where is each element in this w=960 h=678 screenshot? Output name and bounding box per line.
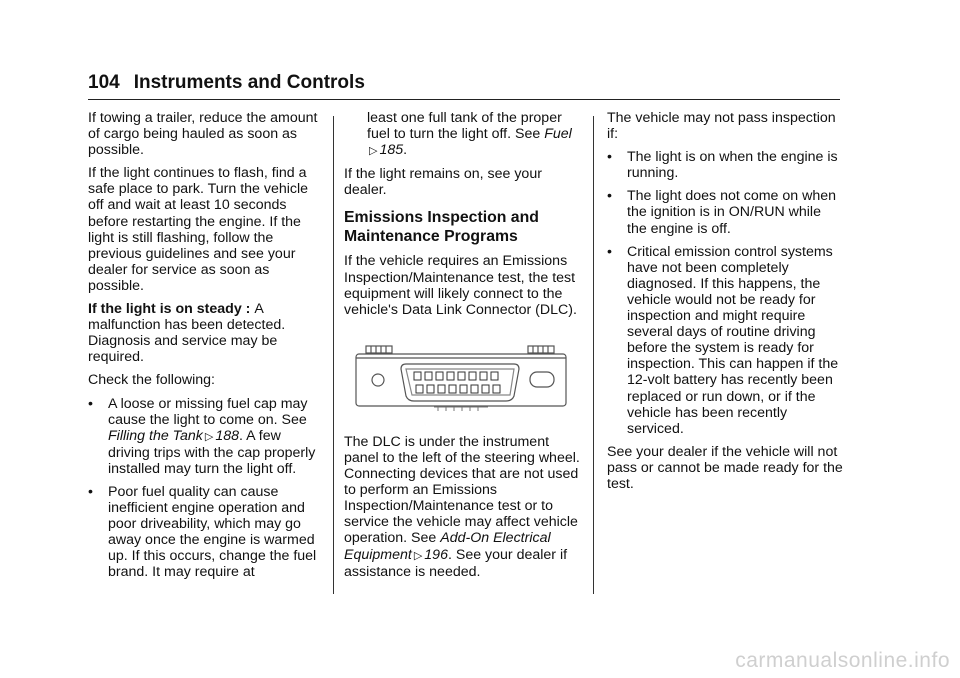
connector-tab-right bbox=[528, 346, 554, 353]
paragraph-flashing: If the light continues to flash, find a safe place to park. Turn the vehicle off and wait at least 10 seconds before restarting the engine. If the light is still flashing, follow the previous guidelines and see your dealer for service as soon as possible. bbox=[88, 165, 309, 294]
list-item bbox=[88, 396, 324, 477]
link-fuel[interactable]: Fuel bbox=[544, 126, 572, 143]
column-divider-1 bbox=[333, 116, 334, 594]
list-item bbox=[88, 484, 324, 581]
link-filling-the-tank[interactable]: Filling the Tank bbox=[108, 427, 203, 444]
continued-bullet-text bbox=[344, 110, 580, 159]
mounting-hole bbox=[372, 374, 384, 386]
bullet: • bbox=[88, 483, 93, 500]
bullet: • bbox=[607, 188, 612, 205]
bullet-text-post: . A few driving trips with the cap properly installed may turn the light off. bbox=[108, 427, 316, 477]
bullet-text: The light does not come on when the ignition is in ON/RUN while the engine is off. bbox=[627, 188, 837, 237]
bullet-text: Critical emission control systems have not been completely diagnosed. If this happens, the vehicle would not be ready for inspection and might require several days of routine driving before the system is ready for inspection. This can happen if the 12-volt battery has recently been replaced or run down, or if the vehicle has been recently serviced. bbox=[627, 243, 839, 437]
link-add-on-electrical-equipment[interactable]: Add-On Electrical Equipment bbox=[344, 530, 551, 563]
page-ref-188[interactable]: 188 bbox=[215, 427, 240, 444]
paragraph-remains-on: If the light remains on, see your dealer. bbox=[344, 166, 542, 199]
bullet: • bbox=[607, 243, 612, 260]
list-item bbox=[607, 244, 843, 437]
bullet: • bbox=[88, 395, 93, 412]
section-heading: Emissions Inspection and Maintenance Programs bbox=[344, 209, 539, 246]
continued-text-end: . bbox=[403, 142, 408, 159]
list-item bbox=[607, 149, 843, 181]
paragraph-steady bbox=[88, 301, 324, 365]
paragraph-check: Check the following: bbox=[88, 372, 215, 389]
page-reference-arrow-icon: ▷ bbox=[204, 430, 214, 443]
watermark: carmanualsonline.info bbox=[735, 649, 950, 672]
page-ref-185[interactable]: 185 bbox=[379, 142, 404, 159]
bullet-text-pre: A loose or missing fuel cap may cause the light to come on. See bbox=[108, 395, 308, 428]
dlc-connector-figure bbox=[354, 340, 568, 420]
continued-text: least one full tank of the proper fuel to turn the light off. See bbox=[367, 110, 562, 143]
paragraph-dlc-location bbox=[344, 434, 580, 580]
mounting-slot bbox=[530, 372, 554, 387]
page-header bbox=[88, 72, 365, 94]
dlc-location-text: The DLC is under the instrument panel to the left of the steering wheel. Connecting devices that are not used to perform an Emissions Inspection/Maintenance test or to service the vehicle may affect vehicle operation. See bbox=[344, 433, 580, 547]
bullet-text: The light is on when the engine is running. bbox=[627, 149, 838, 182]
page-reference-arrow-icon: ▷ bbox=[369, 145, 378, 158]
column-divider-2 bbox=[593, 116, 594, 594]
header-rule bbox=[88, 99, 840, 100]
section-title: Instruments and Controls bbox=[133, 72, 365, 93]
bullet: • bbox=[607, 149, 612, 166]
bullet-text bbox=[108, 396, 324, 477]
dlc-location-text-end: . See your dealer if assistance is needed. bbox=[344, 546, 568, 580]
paragraph-may-not-pass: The vehicle may not pass inspection if: bbox=[607, 110, 836, 143]
paragraph-dlc-intro: If the vehicle requires an Emissions Inspection/Maintenance test, the test equipment will likely connect to the vehicle's Data Link Connector (DLC). bbox=[344, 253, 577, 318]
connector-tab-left bbox=[366, 346, 392, 353]
steady-lead: If the light is on steady : bbox=[88, 301, 255, 318]
page-reference-arrow-icon: ▷ bbox=[413, 549, 423, 562]
page-number: 104 bbox=[88, 72, 120, 93]
column-1 bbox=[88, 110, 324, 588]
steady-text: A malfunction has been detected. Diagnosis and service may be required. bbox=[88, 301, 286, 366]
column-3 bbox=[607, 110, 843, 499]
list-item bbox=[607, 188, 843, 236]
paragraph-see-dealer: See your dealer if the vehicle will not pass or cannot be made ready for the test. bbox=[607, 443, 843, 492]
column-2 bbox=[344, 110, 580, 587]
dlc-connector-illustration bbox=[354, 340, 568, 420]
bullet-text: Poor fuel quality can cause inefficient engine operation and poor driveability, which may go away once the engine is warmed up. If this occurs, change the fuel brand. It may require at bbox=[108, 483, 317, 581]
page-ref-196[interactable]: 196 bbox=[424, 546, 448, 563]
paragraph-towing: If towing a trailer, reduce the amount of cargo being hauled as soon as possible. bbox=[88, 110, 318, 159]
